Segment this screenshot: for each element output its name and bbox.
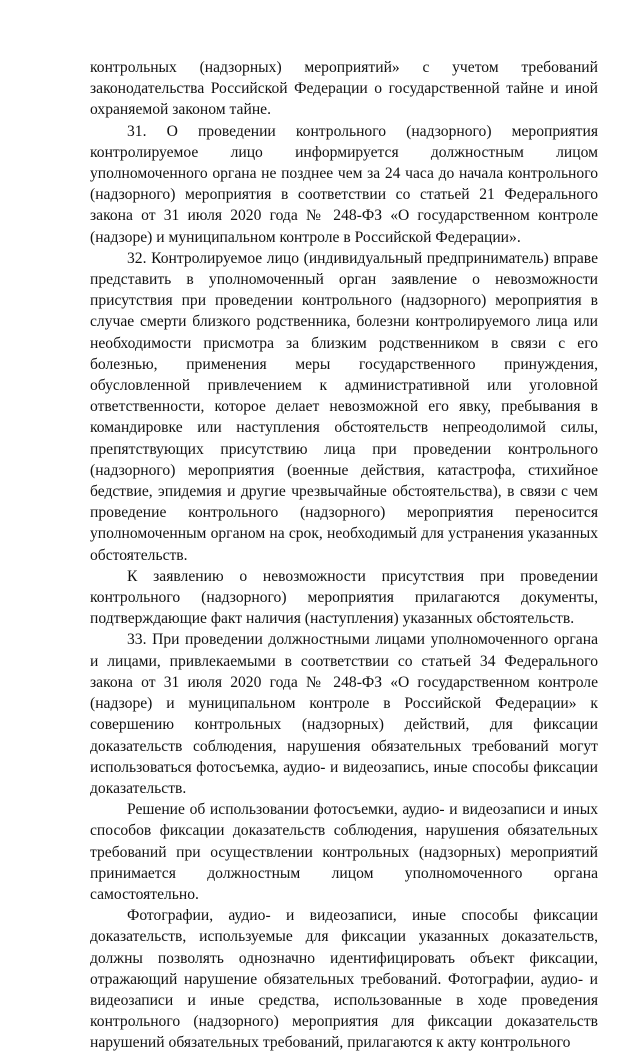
paragraph-32: 32. Контролируемое лицо (индивидуальный предприниматель) вправе представить в уполномоченный орган заявление о невозможности присутствия при проведении контрольного (надзорного) мероприятия в случае смерти близкого родственника, болезни контролируемого лица или необходимости присмотра за близким родственником в связи с его болезнью, применения меры государственного принуждения, обусловленной привлечением к административной или уголовной ответственности, которое делает невозможной его явку, пребывания в командировке или наступления обстоятельств непреодолимой силы, препятствующих присутствию лица при проведении контрольного (надзорного) мероприятия (военные действия, катастрофа, стихийное бедствие, эпидемия и другие чрезвычайные обстоятельства), в связи с чем проведение контрольного (надзорного) мероприятия переносится уполномоченным органом на срок, необходимый для устранения указанных обстоятельств. <box>90 249 598 564</box>
paragraph-31: 31. О проведении контрольного (надзорного) мероприятия контролируемое лицо информируется должностным лицом уполномоченного органа не позднее чем за 24 часа до начала контрольного (надзорного) мероприятия в соответствии со статьей 21 Федерального закона от 31 июля 2020 года № 248-ФЗ «О государственном контроле (надзоре) и муниципальном контроле в Российской Федерации». <box>90 122 598 246</box>
paragraph-33-photos: Фотографии, аудио- и видеозаписи, иные способы фиксации доказательств, используемые для фиксации указанных доказательств, должны позволять однозначно идентифицировать объект фиксации, отражающий нарушение обязательных требований. Фотографии, аудио- и видеозаписи и иные средства, использованные в ходе проведения контрольного (надзорного) мероприятия для фиксации доказательств нарушений обязательных требований, прилагаются к акту контрольного <box>90 907 598 1052</box>
paragraph-continuation: контрольных (надзорных) мероприятий» с учетом требований законодательства Российской Федерации о государственной тайне и иной охраняемой законом тайне. <box>90 59 598 119</box>
paragraph-32-attachments: К заявлению о невозможности присутствия при проведении контрольного (надзорного) мероприятия прилагаются документы, подтверждающие факт наличия (наступления) указанных обстоятельств. <box>90 567 598 628</box>
paragraph-33: 33. При проведении должностными лицами уполномоченного органа и лицами, привлекаемыми в соответствии со статьей 34 Федерального закона от 31 июля 2020 года № 248-ФЗ «О государственном контроле (надзоре) и муниципальном контроле в Российской Федерации» к совершению контрольных (надзорных) действий, для фиксации доказательств соблюдения, нарушения обязательных требований могут использоваться фотосъемка, аудио- и видеозапись, иные способы фиксации доказательств. <box>90 631 598 797</box>
paragraph-33-decision: Решение об использовании фотосъемки, аудио- и видеозаписи и иных способов фиксации доказательств соблюдения, нарушения обязательных требований при осуществлении контрольных (надзорных) мероприятий принимается должностным лицом уполномоченного органа самостоятельно. <box>90 801 598 903</box>
document-page <box>90 57 598 1054</box>
